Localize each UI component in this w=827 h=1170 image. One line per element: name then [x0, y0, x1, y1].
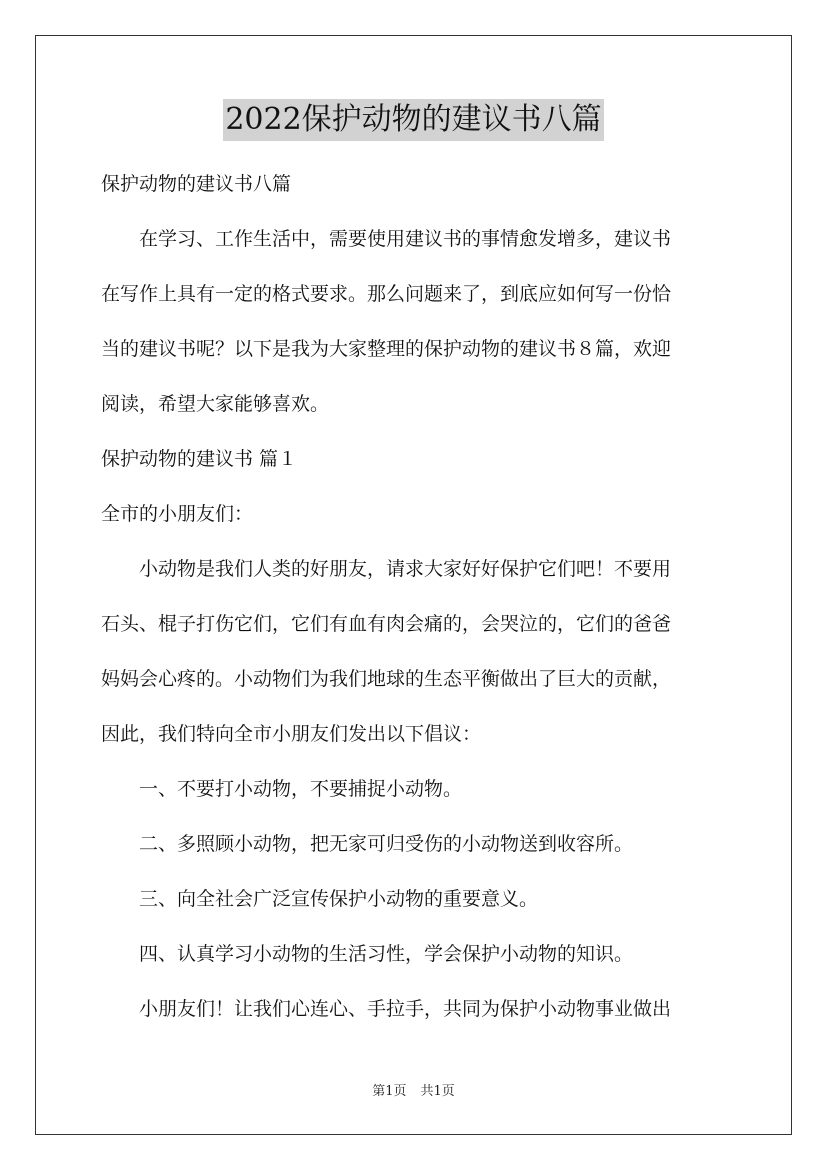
proposal-item: 三、向全社会广泛宣传保护小动物的重要意义。: [101, 888, 539, 910]
proposal-item: 一、不要打小动物，不要捕捉小动物。: [101, 778, 463, 800]
body-line: 石头、棍子打伤它们，它们有血有肉会痛的，会哭泣的，它们的爸爸: [101, 613, 672, 635]
body-line: 因此，我们特向全市小朋友们发出以下倡议：: [101, 723, 482, 745]
document-subtitle: 保护动物的建议书八篇: [101, 173, 292, 195]
intro-line: 在学习、工作生活中，需要使用建议书的事情愈发增多，建议书: [101, 228, 672, 250]
salutation: 全市的小朋友们：: [101, 503, 254, 525]
body-paragraph: [101, 556, 731, 747]
proposal-item: 四、认真学习小动物的生活习性，学会保护小动物的知识。: [101, 943, 634, 965]
intro-line: 阅读，希望大家能够喜欢。: [101, 393, 330, 415]
intro-paragraph: [101, 226, 731, 417]
proposal-list: [101, 776, 731, 967]
proposal-item: 二、多照顾小动物，把无家可归受伤的小动物送到收容所。: [101, 833, 634, 855]
page-footer: [0, 1083, 827, 1101]
section-heading: 保护动物的建议书 篇１: [101, 448, 298, 470]
document-body: [101, 171, 731, 1022]
document-title: 2022保护动物的建议书八篇: [223, 99, 603, 141]
body-line: 妈妈会心疼的。小动物们为我们地球的生态平衡做出了巨大的贡献，: [101, 668, 672, 690]
closing-line: 小朋友们！让我们心连心、手拉手，共同为保护小动物事业做出: [101, 998, 672, 1020]
body-line: 小动物是我们人类的好朋友，请求大家好好保护它们吧！不要用: [101, 558, 672, 580]
page-total: 共1页: [420, 1084, 455, 1099]
intro-line: 在写作上具有一定的格式要求。那么问题来了，到底应如何写一份恰: [101, 283, 672, 305]
title-container: [0, 99, 827, 141]
intro-line: 当的建议书呢？以下是我为大家整理的保护动物的建议书８篇，欢迎: [101, 338, 672, 360]
page-number: 第1页: [372, 1084, 407, 1099]
